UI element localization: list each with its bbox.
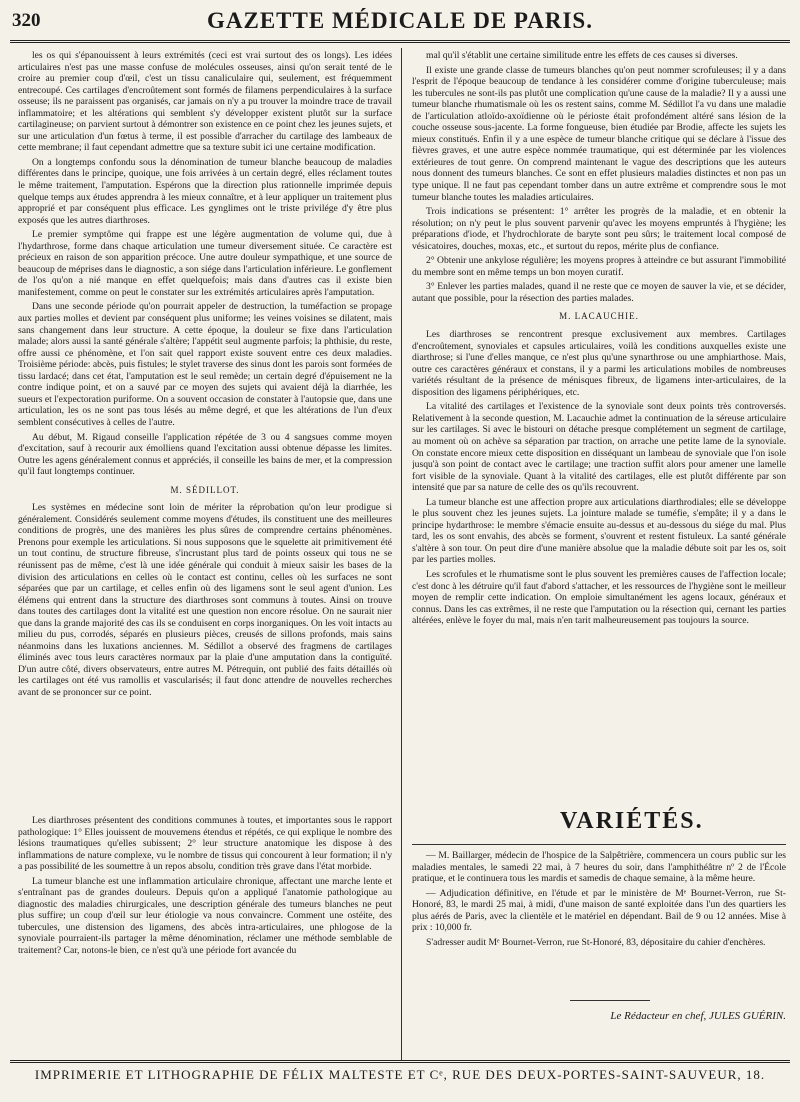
paragraph: les os qui s'épanouissent à leurs extrémités (ceci est vrai surtout des os longs). Les idées articulaires n'est pas une masse confuse de molécules osseuses, ainsi qu'on serait tenté de le croire au premier coup d'œil, c'est un tissu canaliculaire qui, seulement, est fréquemment entrecoupé. Ces cartilages d'encroûtement sont formés de filamens perpendiculaires à la surface osseuse; ils ne paraissent pas organisés, car jamais on n'y a pu trouver la moindre trace de travail inflammatoire; et les altérations qui semblent s'y développer existent plutôt sur la surface cartilagineuse; on parvient surtout à démontrer son existence en ce point chez les jeunes sujets, et sur une articulation d'un fœtus à terme, il est possible d'arracher du cartilage des lambeaux de cette membrane; il faut cependant admettre que sa texture subit ici une certaine modification.	[18, 50, 392, 154]
paragraph: — Adjudication définitive, en l'étude et par le ministère de Mᵉ Bournet-Verron, rue St-Honoré, 83, le mardi 25 mai, à midi, d'une maison de santé exploitée dans l'un des quartiers les plus aérés de Paris, avec la clientèle et le matériel en dépendant. Bail de 9 ou 12 années. Mise à prix : 10,000 fr.	[412, 887, 786, 934]
editor-signature: Le Rédacteur en chef, JULES GUÉRIN.	[610, 1010, 786, 1022]
paragraph: La vitalité des cartilages et l'existence de la synoviale sont deux points très controversés. Relativement à la seconde question, M. Lacauchie admet la continuation de la séreuse articulaire sur les cartilages. Si avec le bistouri on détache presque complétement un segment de cartilage, au moment où on achève sa séparation par traction, on arrache une petite lame de la synoviale. On constate encore mieux cette disposition en disséquant un lambeau de synoviale que l'on isole jusqu'à son point de contact avec le cartilage; une traction suffit alors pour amener une lamelle fort visible de la synoviale. Quant à la vitalité des cartilages, elle est plutôt différente par son intensité que par sa nature de celle des os qu'ils recouvrent.	[412, 401, 786, 494]
footer-rule	[10, 1060, 790, 1063]
paragraph: Trois indications se présentent: 1° arrêter les progrès de la maladie, et en obtenir la résolution; on n'y peut le plus souvent parvenir qu'avec les moyens empruntés à l'hygiène; les préparations d'iode, et l'hydrochlorate de baryte sont peu sûrs; le traitement local composé de vésicatoires, douches, moxas, etc., et surtout du repos, mérite plus de confiance.	[412, 206, 786, 252]
paragraph: Au début, M. Rigaud conseille l'application répétée de 3 ou 4 sangsues comme moyen d'excitation, sauf à recourir aux émolliens quand l'excitation aussi obtenue dépasse les limites. Outre les agens généralement connus et appréciés, il conseille les bains de mer, et la compression qu'il faut longtemps continuer.	[18, 431, 392, 478]
varietes-rule	[412, 844, 786, 845]
paragraph: Les scrofules et le rhumatisme sont le plus souvent les premières causes de l'affection locale; c'est donc à les détruire qu'il faut d'abord s'attacher, et les ressources de l'hygiène sont le meilleur moyen de remplir cette indication. On emploie simultanément les agens locaux, généraux et connus. Dans les cas extrêmes, il ne reste que l'amputation ou la résection qui, cernant les parties altérées, enlève le foyer du mal, mais n'en tarit malheureusement pas toujours la source.	[412, 568, 786, 627]
section-heading-lacauchie: M. LACAUCHIE.	[559, 311, 639, 322]
paragraph: Les systèmes en médecine sont loin de mériter la réprobation qu'on leur prodigue si généralement. Considérés seulement comme moyens d'études, ils constituent une des meilleures conditions de progrès, une des manières les plus sûres de comprendre certains phénomènes. Prenons pour exemple les articulations. Si nous supposons que le squelette ait primitivement été un tout continu, de structure fibreuse, s'incrustant plus tard de points osseux qui tous ne se réunissent pas de même, c'est là une idée générale qui conduit à mieux saisir les bases de la division des articulations en celles où le contact est continu, celles où les surfaces ne sont séparées que par un cartilage, et celles enfin où des ligamens sont le seul agent d'union. Les élémens qui entrent dans la structure des diarthroses sont communs à toutes. Ainsi on trouve dans toutes des cartilages dont la vitalité est une question non encore résolue. On ne saurait nier que dans la grande majorité des cas ils se conduisent en corps inorganiques. On les voit intacts au milieu du pus, corrodés, séparés en plusieurs pièces, creusés de sillons profonds, mais sains néanmoins dans les luxations anciennes. M. Sédillot a observé des fragmens de cartilages éliminés avec tous leurs caractères normaux par la plaie d'une amputation dans la contiguïté. D'un autre côté, divers observateurs, entre autres M. Pétrequin, ont publié des faits détaillés où les cartilages ont été vus ramollis et vascularisés; il faut donc attendre de nouvelles recherches avant de se prononcer sur ce point.	[18, 502, 392, 698]
varietes-heading: VARIÉTÉS.	[560, 808, 704, 834]
header-rule	[10, 40, 790, 43]
page-number: 320	[12, 10, 41, 31]
paragraph: Les diarthroses se rencontrent presque exclusivement aux membres. Cartilages d'encroûtement, synoviales et capsules articulaires, voilà les conditions auxquelles existe une diarthrose; si l'une d'elles manque, ce n'est plus qu'une synarthrose ou une amphiarthose. Mais, outre ces caractères généraux et constans, il y a parmi les articulations mobiles de nombreuses variétés résultant de la présence de ménisques fibreux, de ligamens inter-articulaires, de la disposition des ligamens périphériques, etc.	[412, 329, 786, 398]
end-rule	[570, 1000, 650, 1001]
section-heading-sedillot: M. SÉDILLOT.	[170, 484, 240, 495]
paragraph: mal qu'il s'établit une certaine similitude entre les effets de ces causes si diverses.	[426, 50, 738, 61]
paragraph: Il existe une grande classe de tumeurs blanches qu'on peut nommer scrofuleuses; il y a dans l'esprit de l'époque beaucoup de tendance à les considérer comme d'origine tuberculeuse; mais les tubercules ne sont-ils pas plutôt une complication qu'une cause de la maladie? Il y a aussi une tumeur blanche rhumatismale où les os restent sains, comme M. Sédillot l'a vu dans une maladie de l'articulation atloïdo-axoïdienne où le périoste était profondément altéré sans lésion de la couche osseuse sous-jacente. La forme fongueuse, bien étudiée par Brodie, affecte les sujets les mieux constitués. Enfin il y a une espèce de tumeur blanche critique qui se déclare à l'issue des fièvres graves, et une autre espèce nommée traumatique, qui est déterminée par les violences extérieures de tout genre. On comprend maintenant le vague des descriptions que les auteurs nous donnent des tumeurs blanches. Ce sont en effet plusieurs maladies distinctes et non pas un type unique. Il ne faut pas cependant tomber dans un autre extrême et comprendre sous le mot tumeur blanche toutes les maladies articulaires.	[412, 64, 786, 203]
column-divider	[401, 48, 402, 1060]
printer-imprint: IMPRIMERIE ET LITHOGRAPHIE DE FÉLIX MALTESTE ET Cᵉ, RUE DES DEUX-PORTES-SAINT-SAUVEUR, 18.	[34, 1067, 766, 1082]
paragraph: 2° Obtenir une ankylose régulière; les moyens propres à atteindre ce but assurant l'immobilité du membre sont en même temps un bon moyen curatif.	[412, 255, 786, 278]
paragraph: La tumeur blanche est une affection propre aux articulations diarthrodiales; elle se développe le plus souvent chez les jeunes sujets. La jointure malade se tuméfie, s'empâte; il y a dans le principe hydarthrose: le membre s'émacie ensuite au-dessus et au-dessous du siége du mal. Plus tard, les os sont envahis, des abcès se forment, s'ouvrent et restent fistuleux. La santé générale s'altère à son tour. On peut dire d'une manière absolue que la maladie débute soit par les os, soit par les parties molles.	[412, 496, 786, 566]
paragraph: Le premier symptôme qui frappe est une légère augmentation de volume qui, due à l'hydarthrose, forme dans chaque articulation une tumeur diversement située. Ce caractère est précieux en raison de son apparition précoce. Une autre douleur sympathique, et une source de beaucoup de méprises dans le diagnostic, a son siége dans l'articulation inférieure. Le gonflement de l'os qu'on a nié manque en effet quelquefois; mais dans d'autres cas il existe bien manifestement, comme on peut le constater sur les extrémités articulaires après l'amputation.	[18, 229, 392, 298]
paragraph: 3° Enlever les parties malades, quand il ne reste que ce moyen de sauver la vie, et se décider, autant que possible, pour la résection des parties malades.	[412, 281, 786, 304]
left-column-continued	[18, 815, 392, 1065]
paragraph: La tumeur blanche est une inflammation articulaire chronique, affectant une marche lente et s'entraînant pas de grandes douleurs. Depuis qu'on a appliqué l'anatomie pathologique au diagnostic des maladies chirurgicales, une description générale des tumeurs blanches ne peut plus suffire; un coup d'œil sur leur étiologie va nous convaincre. Comment une ostéite, des tubercules, une distension des ligamens, des abcès intra-articulaires, une phlogose de la synoviale pourraient-ils partager la même dénomination, réclamer une méthode semblable de traitement? Car, notons-le bien, ce n'est qu'à une période fort avancée du	[18, 875, 392, 957]
page-header	[10, 4, 790, 38]
paragraph: — M. Baillarger, médecin de l'hospice de la Salpêtrière, commencera un cours public sur les maladies mentales, le samedi 22 mai, à 7 heures du soir, dans l'amphithéâtre nº 2 de l'École pratique, et le continuera tous les mardis et samedis de chaque semaine, à la même heure.	[412, 850, 786, 885]
paragraph: On a longtemps confondu sous la dénomination de tumeur blanche beaucoup de maladies différentes dans le principe, quoique, une fois arrivées à un certain degré, elles réclament toutes le même traitement, l'amputation. Espérons que la direction plus rationnelle imprimée depuis quelque temps aux études apprendra à les mieux connaître, et à leur appliquer un traitement plus approprié et par conséquent plus efficace. Les gynglimes ont le triste privilége d'y être plus exposés que les autres diarthroses.	[18, 156, 392, 226]
newspaper-page	[10, 0, 790, 1102]
varietes-section	[412, 850, 786, 951]
paragraph: Les diarthroses présentent des conditions communes à toutes, et importantes sous le rapport pathologique: 1° Elles jouissent de mouvemens étendus et répétés, ce qui explique le nombre des lésions traumatiques qu'elles subissent; 2° leur structure anatomique les dispose à des inflammations de nature complexe, vu le nombre de tissus qui concourent à leur formation; il n'y a pas possibilité de les soumettre à un repos absolu, condition très grave dans l'état morbide.	[18, 815, 392, 873]
right-column	[412, 50, 786, 740]
left-column	[18, 50, 392, 812]
paragraph: Dans une seconde période qu'on pourrait appeler de destruction, la tuméfaction se propage aux parties molles et devient par conséquent plus uniforme; les veines voisines se dilatent, mais sans changement dans leur structure. A cette époque, la douleur se fixe dans l'articulation malade; alors aussi la santé générale s'altère; l'appétit seul augmente parfois; la phthisie, du reste, offre aussi ce phénomène, et l'on sait quel rapport existe souvent entre ces deux maladies. Troisième période: abcès, puis fistules; le stylet traverse des sinus dont les parois sont formées de tissu lardacé; dans cet état, l'amputation est le seul remède; un certain degré d'épuisement ne la contre indique point, et on a sauvé par ce moyen des sujets qui avaient déjà la diarrhée, les sueurs et l'expectoration puriforme. On a souvent occasion de constater à l'autopsie que, dans une articulation, les os ne sont pas tous lésés au même degré, et que les altérations de l'un d'eux semblent consécutives à celles de l'autre.	[18, 301, 392, 428]
masthead-title: GAZETTE MÉDICALE DE PARIS.	[207, 8, 593, 33]
paragraph: S'adresser audit Mᵉ Bournet-Verron, rue St-Honoré, 83, dépositaire du cahier d'enchères.	[426, 936, 766, 948]
